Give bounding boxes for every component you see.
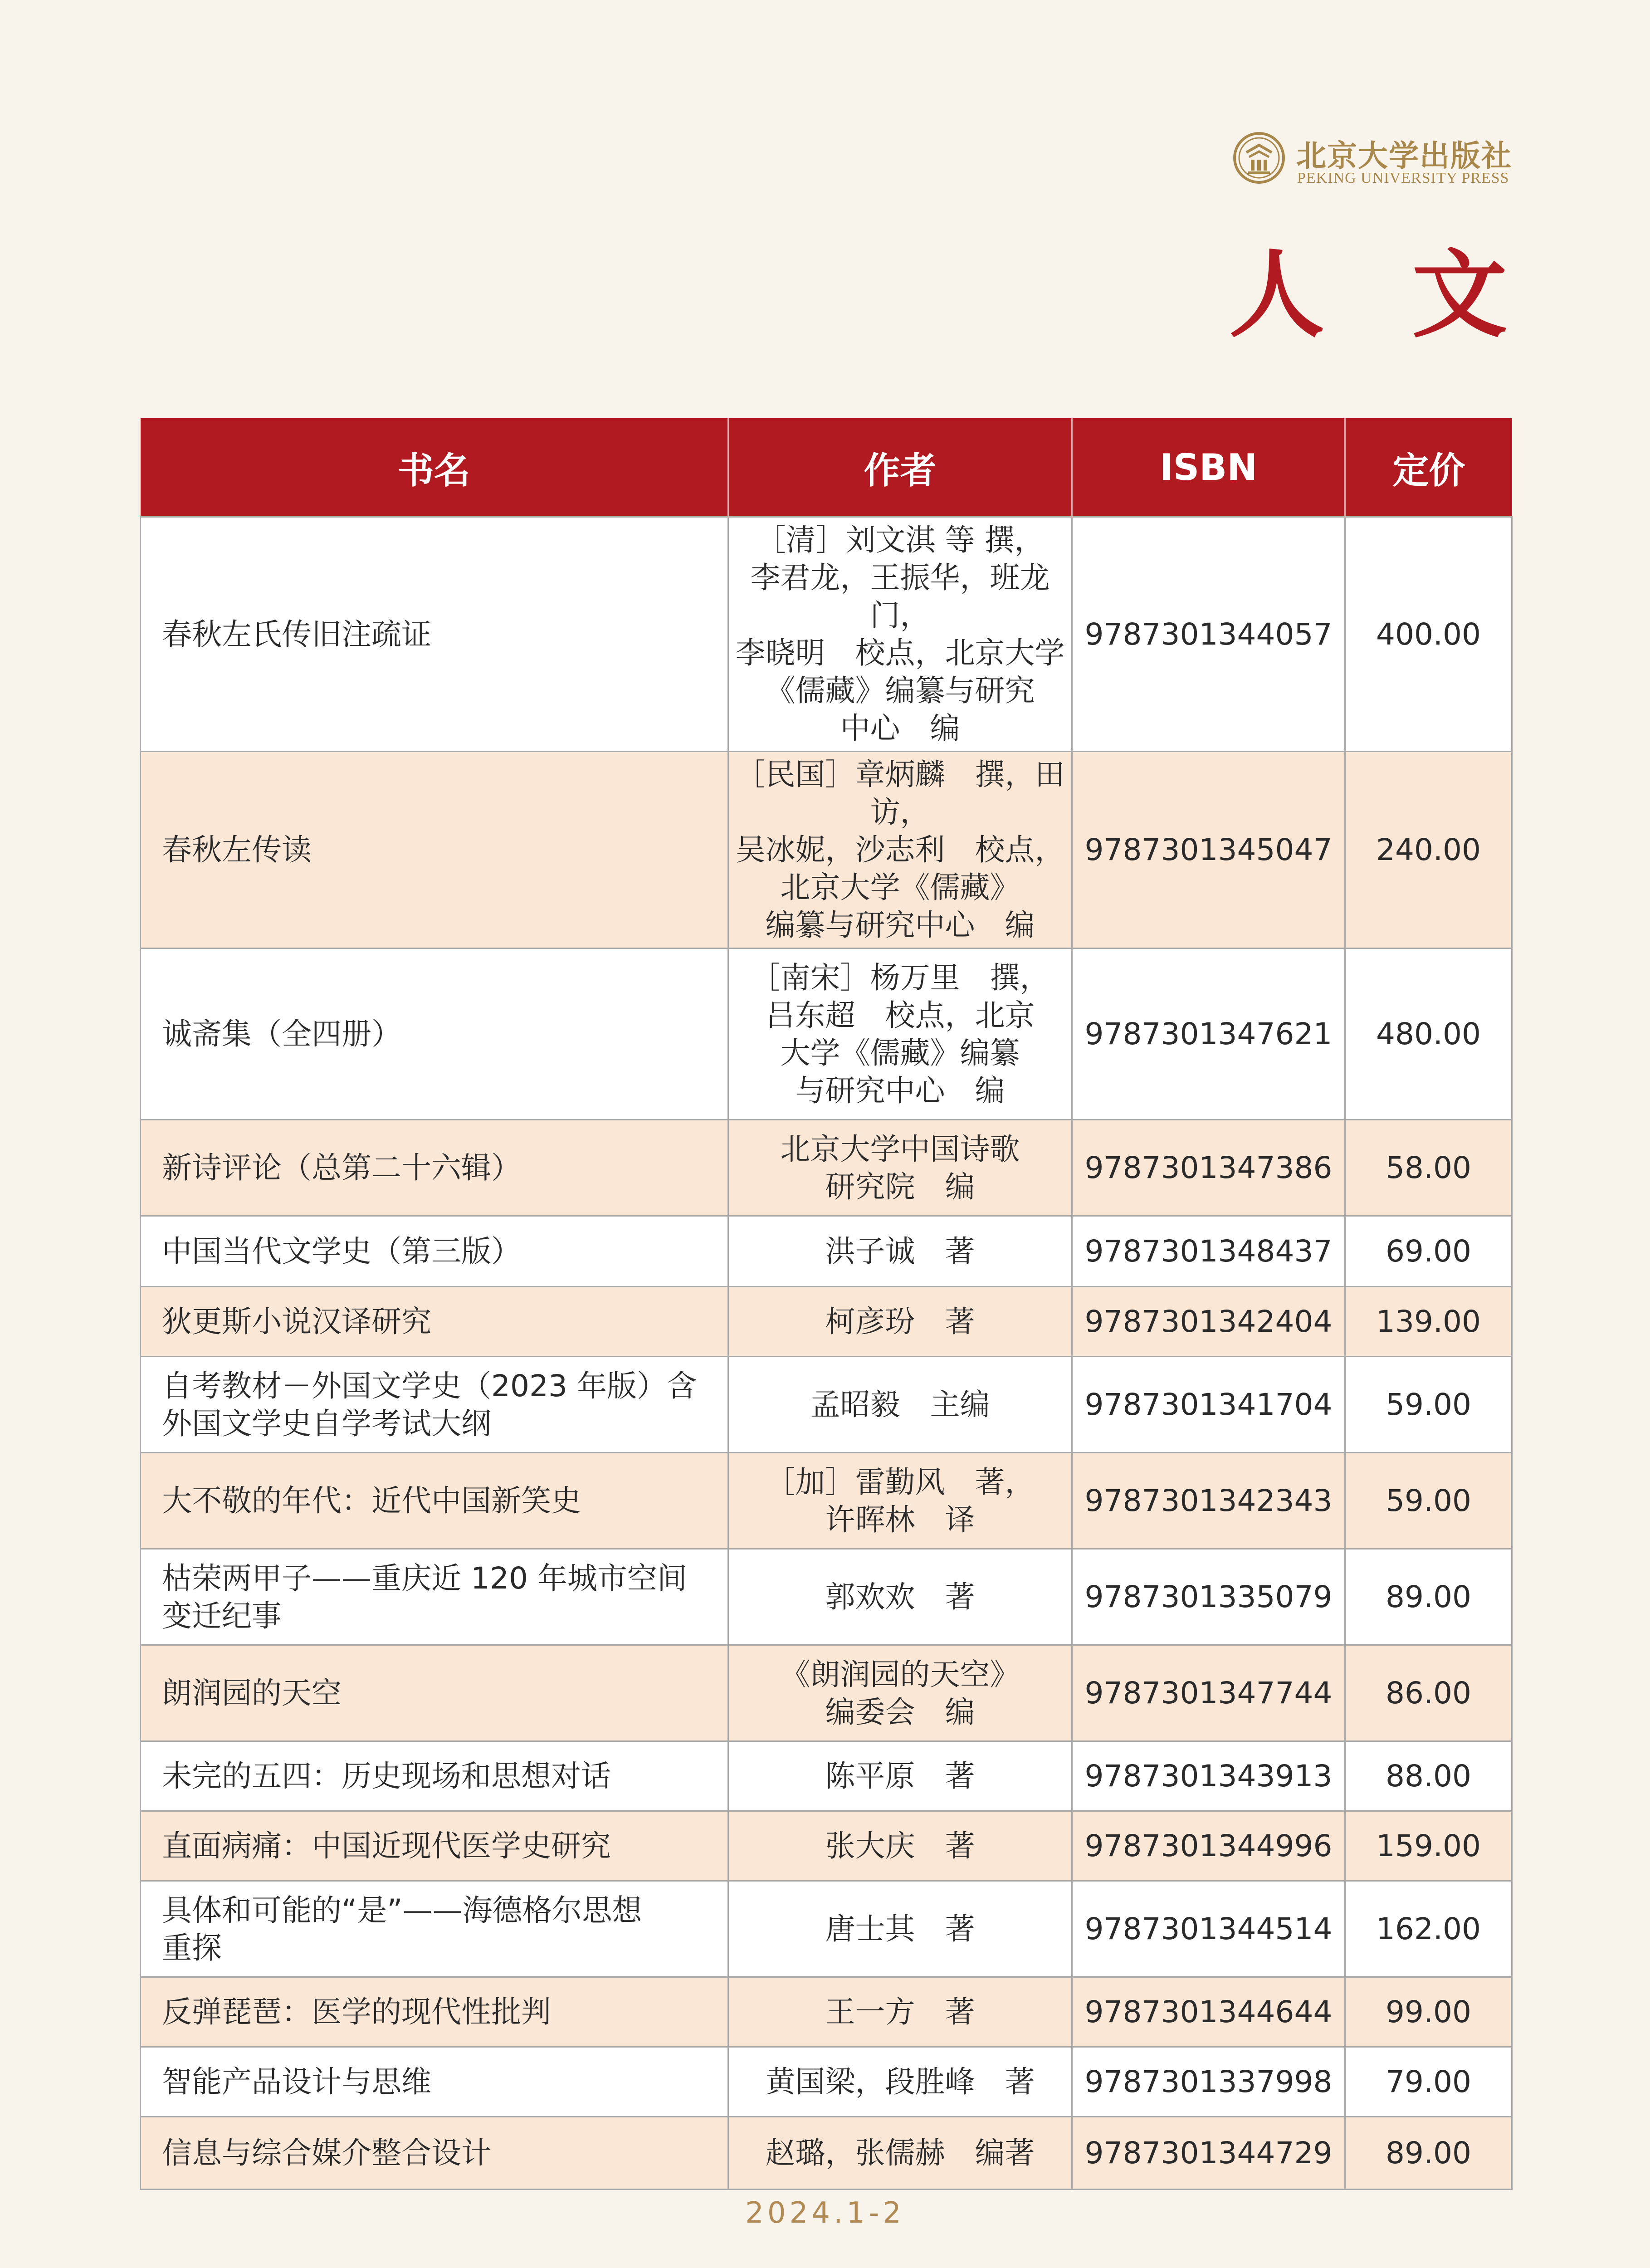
book-price-cell: 89.00	[1345, 1549, 1512, 1645]
book-price-cell: 400.00	[1345, 517, 1512, 752]
book-price-cell: 86.00	[1345, 1645, 1512, 1741]
publisher-name-en: PEKING UNIVERSITY PRESS	[1297, 170, 1509, 186]
book-title-cell: 春秋左传读	[141, 752, 728, 948]
book-price-cell: 162.00	[1345, 1881, 1512, 1977]
page-heading: 人 文	[1229, 239, 1535, 351]
book-isbn-cell: 9787301344514	[1072, 1881, 1345, 1977]
table-row	[141, 1216, 1512, 1287]
book-price-cell: 79.00	[1345, 2047, 1512, 2117]
book-isbn-cell: 9787301344729	[1072, 2117, 1345, 2190]
book-author-cell: 唐士其 著	[728, 1881, 1072, 1977]
book-author-cell: 郭欢欢 著	[728, 1549, 1072, 1645]
book-price-cell: 480.00	[1345, 948, 1512, 1120]
book-title-cell: 反弹琵琶：医学的现代性批判	[141, 1977, 728, 2047]
book-price-cell: 59.00	[1345, 1453, 1512, 1549]
book-title-cell: 大不敬的年代：近代中国新笑史	[141, 1453, 728, 1549]
book-title-cell: 朗润园的天空	[141, 1645, 728, 1741]
book-author-cell: 孟昭毅 主编	[728, 1357, 1072, 1453]
table-row	[141, 1120, 1512, 1216]
column-header-author: 作者	[728, 418, 1072, 517]
book-author-cell: 洪子诚 著	[728, 1216, 1072, 1287]
book-author-cell: 黄国梁，段胜峰 著	[728, 2047, 1072, 2117]
table-row	[141, 1453, 1512, 1549]
column-header-title: 书名	[141, 418, 728, 517]
book-price-cell: 159.00	[1345, 1811, 1512, 1881]
table-row	[141, 948, 1512, 1120]
book-isbn-cell: 9787301343913	[1072, 1741, 1345, 1811]
table-row	[141, 517, 1512, 752]
book-title-cell: 自考教材－外国文学史（2023 年版）含 外国文学史自学考试大纲	[141, 1357, 728, 1453]
book-isbn-cell: 9787301344996	[1072, 1811, 1345, 1881]
book-price-cell: 69.00	[1345, 1216, 1512, 1287]
table-header	[141, 418, 1512, 517]
book-list-table	[140, 418, 1513, 2190]
book-author-cell: 陈平原 著	[728, 1741, 1072, 1811]
book-isbn-cell: 9787301344057	[1072, 517, 1345, 752]
book-author-cell: 《朗润园的天空》 编委会 编	[728, 1645, 1072, 1741]
publisher-name-cn: 北京大学出版社	[1296, 138, 1512, 173]
book-title-cell: 具体和可能的“是”——海德格尔思想 重探	[141, 1881, 728, 1977]
book-price-cell: 89.00	[1345, 2117, 1512, 2190]
book-isbn-cell: 9787301342404	[1072, 1287, 1345, 1357]
book-author-cell: 张大庆 著	[728, 1811, 1072, 1881]
book-isbn-cell: 9787301347744	[1072, 1645, 1345, 1741]
table-row	[141, 1977, 1512, 2047]
table-row	[141, 1811, 1512, 1881]
book-price-cell: 59.00	[1345, 1357, 1512, 1453]
book-title-cell: 诚斋集（全四册）	[141, 948, 728, 1120]
book-isbn-cell: 9787301337998	[1072, 2047, 1345, 2117]
table-row	[141, 1287, 1512, 1357]
book-price-cell: 139.00	[1345, 1287, 1512, 1357]
book-author-cell: 王一方 著	[728, 1977, 1072, 2047]
book-author-cell: 柯彦玢 著	[728, 1287, 1072, 1357]
table-row	[141, 1549, 1512, 1645]
book-isbn-cell: 9787301341704	[1072, 1357, 1345, 1453]
table-row	[141, 1357, 1512, 1453]
book-isbn-cell: 9787301342343	[1072, 1453, 1345, 1549]
book-title-cell: 狄更斯小说汉译研究	[141, 1287, 728, 1357]
column-header-price: 定价	[1345, 418, 1512, 517]
table-row	[141, 1741, 1512, 1811]
book-isbn-cell: 9787301347621	[1072, 948, 1345, 1120]
pku-emblem-icon	[1233, 132, 1285, 184]
book-title-cell: 中国当代文学史（第三版）	[141, 1216, 728, 1287]
column-header-isbn: ISBN	[1072, 418, 1345, 517]
book-author-cell: 北京大学中国诗歌 研究院 编	[728, 1120, 1072, 1216]
book-author-cell: ［南宋］杨万里 撰， 吕东超 校点，北京 大学《儒藏》编纂 与研究中心 编	[728, 948, 1072, 1120]
book-price-cell: 88.00	[1345, 1741, 1512, 1811]
book-author-cell: ［民国］章炳麟 撰，田访， 吴冰妮，沙志利 校点， 北京大学《儒藏》 编纂与研究中心 编	[728, 752, 1072, 948]
book-title-cell: 春秋左氏传旧注疏证	[141, 517, 728, 752]
table-row	[141, 1881, 1512, 1977]
table-body	[141, 517, 1512, 2190]
book-price-cell: 99.00	[1345, 1977, 1512, 2047]
book-price-cell: 240.00	[1345, 752, 1512, 948]
book-author-cell: 赵璐，张儒赫 编著	[728, 2117, 1072, 2190]
book-isbn-cell: 9787301347386	[1072, 1120, 1345, 1216]
book-author-cell: ［清］刘文淇 等 撰， 李君龙，王振华，班龙门， 李晓明 校点，北京大学 《儒藏》编纂与研究 中心 编	[728, 517, 1072, 752]
book-title-cell: 未完的五四：历史现场和思想对话	[141, 1741, 728, 1811]
book-title-cell: 新诗评论（总第二十六辑）	[141, 1120, 728, 1216]
book-title-cell: 直面病痛：中国近现代医学史研究	[141, 1811, 728, 1881]
book-title-cell: 信息与综合媒介整合设计	[141, 2117, 728, 2190]
table-row	[141, 2117, 1512, 2190]
book-isbn-cell: 9787301348437	[1072, 1216, 1345, 1287]
table-row	[141, 752, 1512, 948]
book-author-cell: ［加］雷勤风 著， 许晖林 译	[728, 1453, 1072, 1549]
table-row	[141, 2047, 1512, 2117]
book-isbn-cell: 9787301344644	[1072, 1977, 1345, 2047]
book-isbn-cell: 9787301335079	[1072, 1549, 1345, 1645]
book-title-cell: 枯荣两甲子——重庆近 120 年城市空间 变迁纪事	[141, 1549, 728, 1645]
issue-date: 2024.1-2	[745, 2196, 905, 2230]
book-title-cell: 智能产品设计与思维	[141, 2047, 728, 2117]
table-row	[141, 1645, 1512, 1741]
book-isbn-cell: 9787301345047	[1072, 752, 1345, 948]
book-price-cell: 58.00	[1345, 1120, 1512, 1216]
publisher-logo	[1233, 132, 1514, 191]
